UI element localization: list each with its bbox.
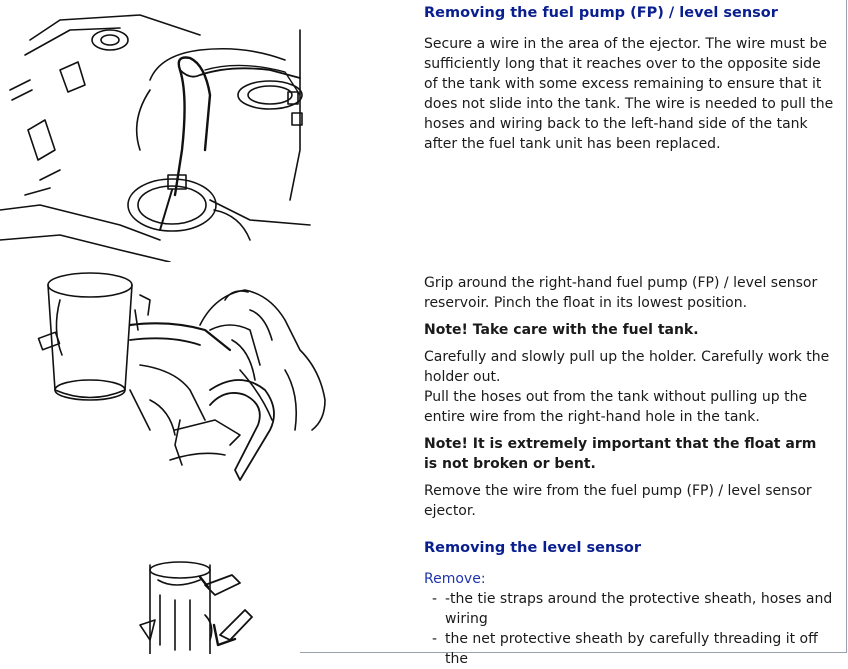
section-removing-level-sensor — [424, 538, 834, 669]
remove-list — [424, 589, 834, 669]
caution-note: Note! It is extremely important that the float arm is not broken or bent. — [424, 436, 817, 472]
hand-gripping-pump-illustration — [0, 270, 360, 510]
level-sensor-illustration — [0, 555, 300, 654]
section-heading: Removing the fuel pump (FP) / level sensor — [424, 5, 778, 21]
instruction-paragraph: Remove the wire from the fuel pump (FP) / level sensor ejector. — [424, 483, 812, 519]
caution-note: Note! Take care with the fuel tank. — [424, 322, 699, 338]
instruction-paragraph: Grip around the right-hand fuel pump (FP) / level sensor reservoir. Pinch the float in its lowest position. — [424, 275, 818, 311]
list-item: - -the tie straps around the protective sheath, hoses and wiring — [424, 589, 834, 629]
list-item: - the net protective sheath by carefully threading it off the — [424, 629, 834, 669]
fuel-tank-illustration — [0, 0, 330, 262]
section-heading: Removing the level sensor — [424, 540, 642, 556]
remove-label: Remove: — [424, 571, 486, 587]
instruction-paragraph: Carefully and slowly pull up the holder. Carefully work the holder out. — [424, 349, 830, 385]
instruction-paragraph: Secure a wire in the area of the ejector. The wire must be sufficiently long that it reaches over to the opposite side of the tank with some excess remaining to ensure that it does not slide into the tank. The wire is needed to pull the hoses and wiring back to the left-hand side of the tank after the fuel tank unit has been replaced. — [424, 36, 834, 152]
section-grip-reservoir — [424, 273, 834, 521]
instruction-paragraph: Pull the hoses out from the tank without pulling up the entire wire from the right-hand hole in the tank. — [424, 389, 808, 425]
section-removing-fuel-pump — [424, 3, 834, 154]
